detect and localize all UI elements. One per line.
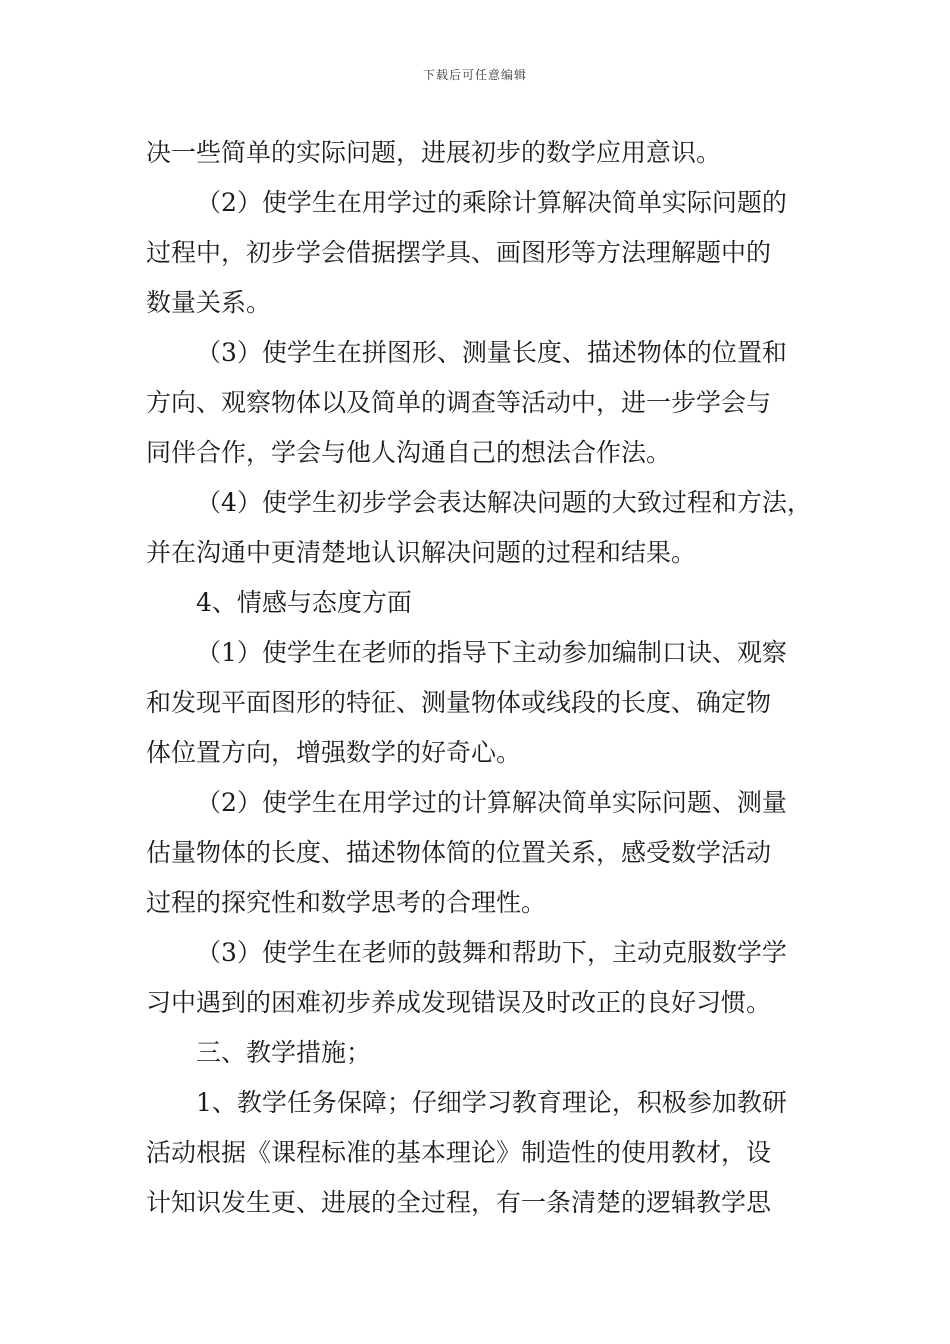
text-line: 活动根据《课程标准的基本理论》制造性的使用教材，设: [146, 1138, 772, 1167]
text-line: 数量关系。: [146, 288, 272, 317]
text-line: （1）使学生在老师的指导下主动参加编制口诀、观察: [196, 638, 787, 667]
text-line: 过程的探究性和数学思考的合理性。: [146, 888, 547, 917]
text-line: （2）使学生在用学过的计算解决简单实际问题、测量: [196, 788, 787, 817]
text-line: （3）使学生在老师的鼓舞和帮助下，主动克服数学学: [196, 938, 787, 967]
text-line: （4）使学生初步学会表达解决问题的大致过程和方法，: [196, 488, 812, 517]
page-header: 下载后可任意编辑: [422, 68, 527, 82]
text-line: 计知识发生更、进展的全过程，有一条清楚的逻辑教学思: [146, 1188, 772, 1217]
text-line: 过程中，初步学会借据摆学具、画图形等方法理解题中的: [146, 238, 772, 267]
document-body: [146, 128, 816, 1228]
text-line: （3）使学生在拼图形、测量长度、描述物体的位置和: [196, 338, 787, 367]
text-line: （2）使学生在用学过的乘除计算解决简单实际问题的: [196, 188, 787, 217]
text-line: 估量物体的长度、描述物体简的位置关系，感受数学活动: [146, 838, 772, 867]
text-line: 同伴合作，学会与他人沟通自己的想法合作法。: [146, 438, 672, 467]
text-line: 和发现平面图形的特征、测量物体或线段的长度、确定物: [146, 688, 772, 717]
text-line: 体位置方向，增强数学的好奇心。: [146, 738, 522, 767]
text-line: 决一些简单的实际问题，进展初步的数学应用意识。: [146, 138, 722, 167]
section-heading: 三、教学措施；: [196, 1038, 372, 1067]
text-line: 方向、观察物体以及简单的调查等活动中，进一步学会与: [146, 388, 772, 417]
text-line: 习中遇到的困难初步养成发现错误及时改正的良好习惯。: [146, 988, 772, 1017]
section-heading: 4、情感与态度方面: [196, 588, 412, 617]
text-line: 并在沟通中更清楚地认识解决问题的过程和结果。: [146, 538, 697, 567]
text-line: 1、教学任务保障；仔细学习教育理论，积极参加教研: [196, 1088, 787, 1117]
